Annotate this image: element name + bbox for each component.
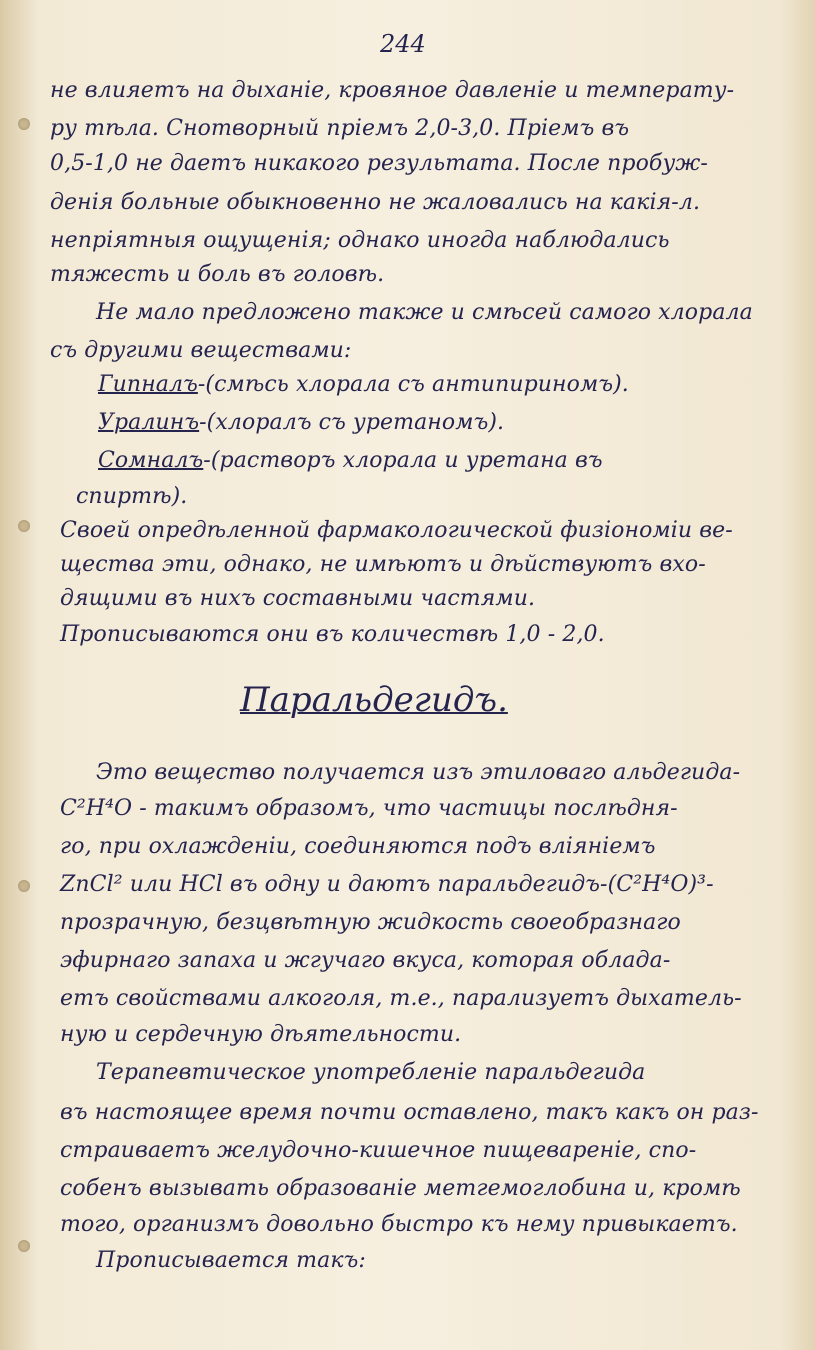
text-line: непріятныя ощущенія; однако иногда наблюдались (50, 228, 670, 253)
text-line: ную и сердечную дѣятельности. (60, 1022, 462, 1047)
compound-entry (98, 448, 603, 473)
text-line: Терапевтическое употребленіе паральдегида (96, 1060, 646, 1085)
text-line: етъ свойствами алкоголя, т.е., парализуетъ дыхатель- (60, 986, 742, 1011)
text-line: съ другими веществами: (50, 338, 352, 363)
text-line: собенъ вызывать образованіе метгемоглобина и, кромѣ (60, 1176, 741, 1201)
text-line: ру тѣла. Снотворный пріемъ 2,0-3,0. Пріемъ въ (50, 116, 630, 141)
text-line: щества эти, однако, не имѣютъ и дѣйствуютъ вхо- (60, 552, 706, 577)
text-line: прозрачную, безцвѣтную жидкость своеобразнаго (60, 910, 681, 935)
text-line: въ настоящее время почти оставлено, такъ какъ он раз- (60, 1100, 759, 1125)
text-line: эфирнаго запаха и жгучаго вкуса, которая облада- (60, 948, 671, 973)
text-line: спиртѣ). (76, 484, 188, 509)
section-heading: Паральдегидъ. (240, 680, 508, 720)
text-line: Своей опредѣленной фармакологической физіономіи ве- (60, 518, 733, 543)
compound-entry (98, 410, 504, 435)
compound-description: -(хлоралъ съ уретаномъ). (199, 410, 505, 435)
text-line: 0,5-1,0 не даетъ никакого результата. После пробуж- (50, 151, 708, 176)
text-line: го, при охлажденіи, соединяются подъ вліяніемъ (60, 834, 656, 859)
compound-name: Сомналъ (98, 448, 204, 473)
compound-name: Гипналъ (98, 372, 198, 397)
text-line: Прописываются они въ количествѣ 1,0 - 2,0. (60, 622, 605, 647)
text-line: Прописывается такъ: (96, 1248, 366, 1273)
page-number: 244 (380, 30, 426, 58)
binding-hole (18, 118, 30, 130)
compound-description: -(смѣсь хлорала съ антипириномъ). (197, 372, 629, 397)
text-line: дящими въ нихъ составными частями. (60, 586, 536, 611)
text-line: тяжесть и боль въ головѣ. (50, 262, 385, 287)
compound-description: -(растворъ хлорала и уретана въ (203, 448, 603, 473)
text-line: того, организмъ довольно быстро къ нему привыкаетъ. (60, 1212, 738, 1237)
text-line: C²H⁴O - такимъ образомъ, что частицы послѣдня- (60, 796, 678, 821)
text-line: страиваетъ желудочно-кишечное пищевареніе, спо- (60, 1138, 697, 1163)
binding-hole (18, 520, 30, 532)
text-line: Не мало предложено также и смѣсей самого хлорала (96, 300, 753, 325)
binding-hole (18, 880, 30, 892)
text-line: Это вещество получается изъ этиловаго альдегида- (96, 760, 741, 785)
text-line: не влияетъ на дыханіе, кровяное давленіе и температу- (50, 78, 735, 103)
compound-entry (98, 372, 629, 397)
binding-hole (18, 1240, 30, 1252)
compound-name: Уралинъ (98, 410, 200, 435)
text-line: ZnCl² или HCl въ одну и даютъ паральдегидъ-(C²H⁴O)³- (60, 872, 714, 897)
text-line: денія больные обыкновенно не жаловались на какія-л. (50, 190, 701, 215)
